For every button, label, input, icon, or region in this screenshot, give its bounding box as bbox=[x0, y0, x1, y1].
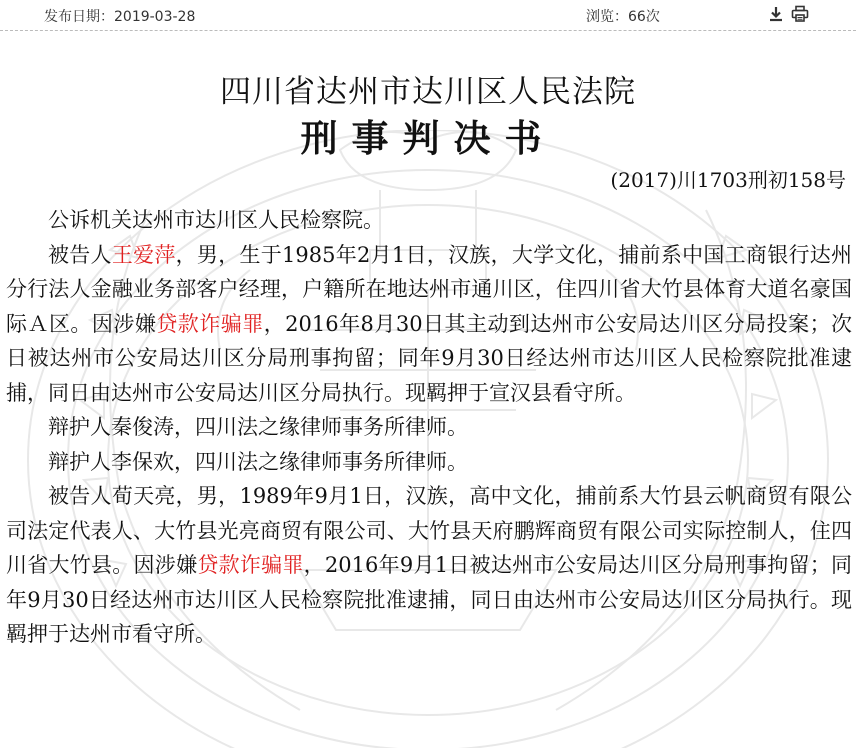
document-type: 刑事判决书 bbox=[300, 116, 556, 160]
print-icon[interactable] bbox=[790, 4, 810, 24]
publish-date: 发布日期：2019-03-28 bbox=[44, 9, 196, 25]
header-divider bbox=[0, 30, 856, 31]
prosecutor-paragraph bbox=[6, 203, 852, 238]
case-number: (2017)川1703刑初158号 bbox=[610, 168, 846, 192]
defendant-1-label: 被告人 bbox=[48, 242, 112, 267]
download-icon[interactable] bbox=[766, 4, 786, 24]
defendant-2-details: 被告人荀天亮，男，1989年9月1日，汉族，高中文化，捕前系大竹县云帆商贸有限公司法定代表人、大竹县光亮商贸有限公司、大竹县天府鹏辉商贸有限公司实际控制人，住四川省大竹县。因涉嫌 bbox=[6, 484, 852, 577]
defendant-1-details: ，男，生于1985年2月1日，汉族，大学文化，捕前系中国工商银行达州分行法人金融业务部客户经理，户籍所在地达州市通川区，住四川省大竹县体育大道名豪国际Ａ区。因涉嫌 bbox=[6, 242, 853, 336]
defendant-1-name-link[interactable]: 王爱萍 bbox=[111, 242, 176, 267]
defendant-2-custody: ，2016年9月1日被达州市公安局达川区分局刑事拘留；同年9月30日经达州市达川区人民检察院批准逮捕，同日由达州市公安局达川区分局执行。现羁押于达州市看守所。 bbox=[6, 553, 852, 646]
defender-2-text: 辩护人李保欢，四川法之缘律师事务所律师。 bbox=[48, 449, 468, 474]
toolbar bbox=[766, 4, 810, 24]
crime-keyword-link[interactable]: 贷款诈骗罪 bbox=[156, 311, 264, 336]
court-name: 四川省达州市达川区人民法院 bbox=[220, 74, 636, 110]
info-bar bbox=[0, 0, 856, 32]
view-count: 浏览：66次 bbox=[586, 9, 660, 25]
prosecutor-text: 公诉机关达州市达川区人民检察院。 bbox=[48, 208, 384, 232]
judgment-body bbox=[6, 203, 852, 652]
defender-1-text: 辩护人秦俊涛，四川法之缘律师事务所律师。 bbox=[48, 415, 468, 439]
defender-2-paragraph bbox=[6, 445, 852, 480]
defendant-1-custody: ，2016年8月30日其主动到达州市公安局达川区分局投案；次日被达州市公安局达川区分局刑事拘留；同年9月30日经达州市达川区人民检察院批准逮捕，同日由达州市公安局达川区分局执行。现羁押于宣汉县看守所。 bbox=[6, 311, 853, 405]
crime-keyword-link[interactable]: 贷款诈骗罪 bbox=[197, 553, 304, 577]
defendant-2-paragraph bbox=[6, 479, 852, 652]
defender-1-paragraph bbox=[6, 410, 852, 445]
defendant-1-paragraph bbox=[6, 238, 852, 411]
